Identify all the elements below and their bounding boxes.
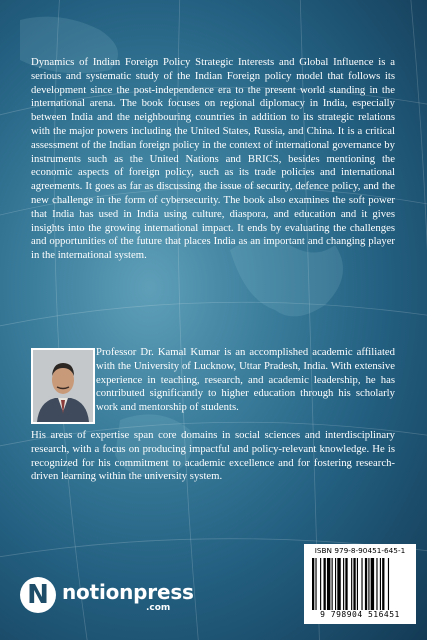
publisher-name: notionpress <box>62 580 194 604</box>
author-bio-continued: His areas of expertise span core domains in social sciences and interdisciplinary research, with a focus on producing impactful and policy-relevant knowledge. He is recognized for his commitment to academic excellence and for fostering research-driven learning within the university system. <box>31 429 395 483</box>
barcode-digits: 9 798904 516451 <box>320 610 400 619</box>
logo-letter: N <box>27 580 49 610</box>
book-blurb: Dynamics of Indian Foreign Policy Strategic Interests and Global Influence is a serious and systematic study of the Indian Foreign policy model that follows its development since the post-independence era to the present world standing in the international arena. The book focuses on regional diplomacy in India, especially between India and the neighbouring countries in addition to its strategic relations with the major powers including the United States, Russia, and China. It is a critical assessment of the Indian foreign policy in the context of international governance by instruments such as the United Nations and BRICS, besides mentioning the economic aspects of foreign policy, such as its trade policies and international agreements. It goes as far as discussing the issue of security, defence policy, and the new challenge in the form of cybersecurity. The book also examines the soft power that India has used in India using culture, diaspora, and education and it gives insights into the growing international impact. It ends by evaluating the challenges and opportunities of the future that places India as an important and changing player in the international system. <box>31 56 395 262</box>
author-photo <box>31 348 95 424</box>
isbn-barcode <box>304 544 416 624</box>
publisher-logo <box>20 577 194 617</box>
barcode-bars <box>312 558 412 610</box>
author-bio: Professor Dr. Kamal Kumar is an accomplished academic affiliated with the University of Lucknow, Uttar Pradesh, India. With extensive experience in teaching, research, and academic leadership, he has contributed significantly to higher education through his scholarly work and mentorship of students. <box>96 346 395 414</box>
publisher-suffix: .com <box>146 603 171 613</box>
isbn-label: ISBN 979-8-90451-645-1 <box>314 546 406 555</box>
